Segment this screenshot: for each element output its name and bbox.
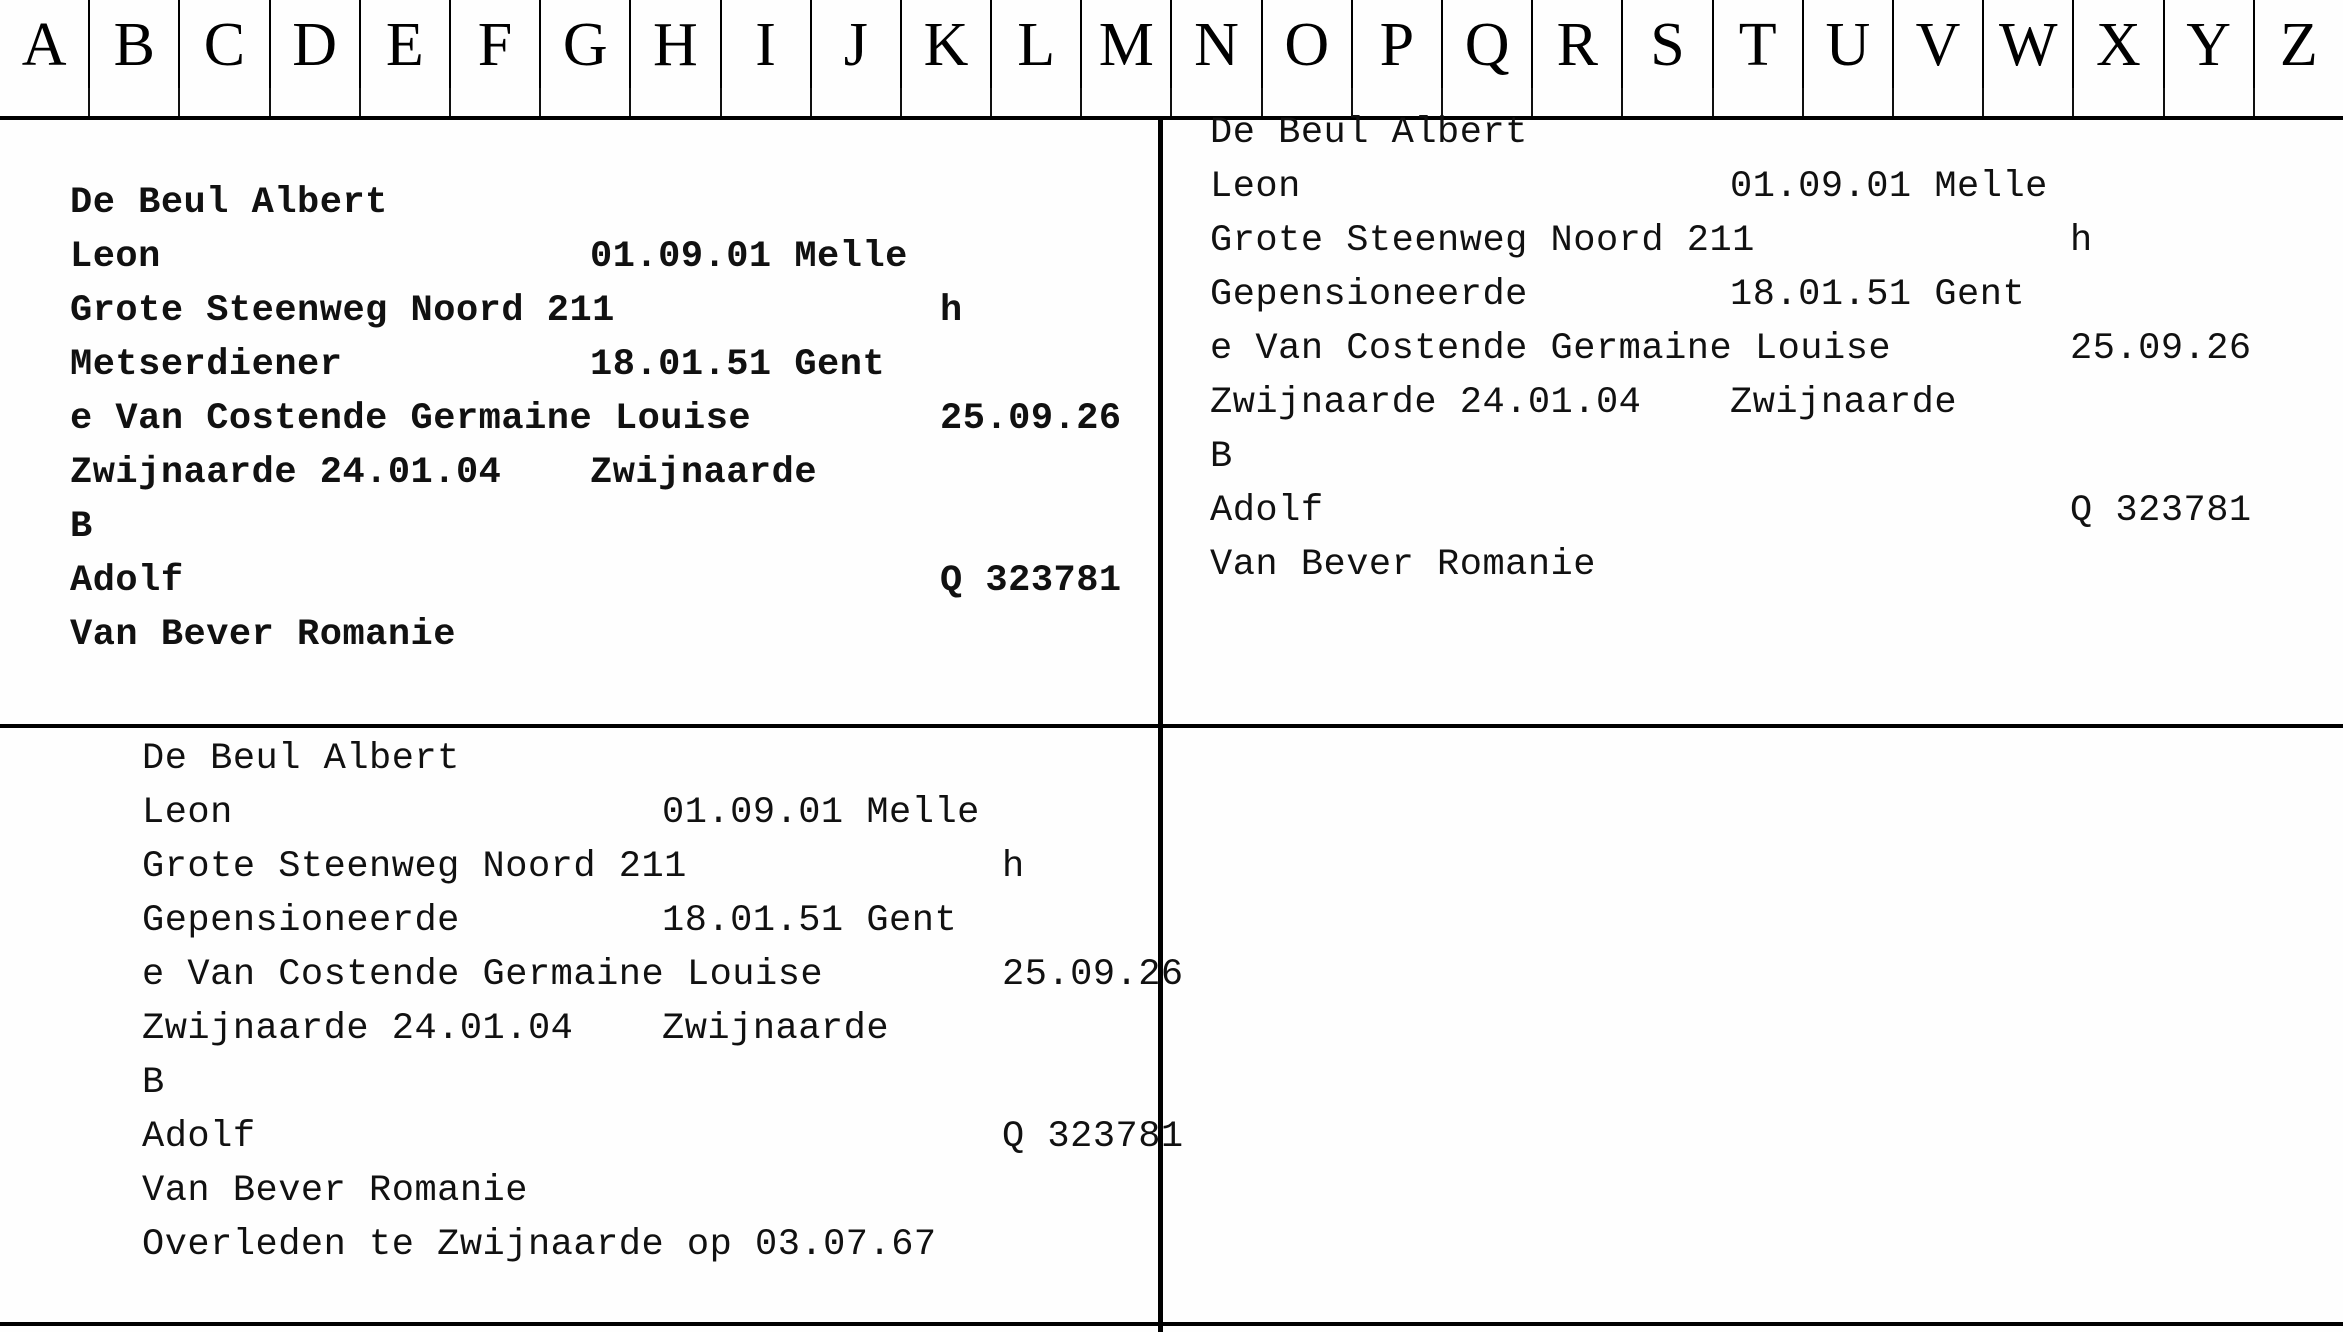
- card-line: [1210, 214, 2280, 268]
- card-field: Zwijnaarde 24.01.04: [1210, 382, 1642, 424]
- card-line: [142, 1110, 1212, 1164]
- card-line: [142, 948, 1212, 1002]
- alphabet-letter: X: [2072, 0, 2162, 90]
- card-line: [1210, 106, 2280, 160]
- card-field-middle: 18.01.51 Gent: [1730, 274, 2026, 316]
- alphabet-letter: C: [178, 0, 268, 90]
- card-field-right: Q 323781: [940, 560, 1122, 602]
- card-field-middle: 01.09.01 Melle: [1730, 166, 2048, 208]
- card-line: [1210, 484, 2280, 538]
- alphabet-letter: L: [990, 0, 1080, 90]
- card-top-right: [1210, 106, 2280, 592]
- alphabet-letter: Q: [1441, 0, 1531, 90]
- card-field: Overleden te Zwijnaarde op 03.07.67: [142, 1224, 937, 1266]
- card-field: Gepensioneerde: [1210, 274, 1528, 316]
- card-field: B: [1210, 436, 1233, 478]
- alphabet-tick: [720, 88, 810, 116]
- alphabet-tick: [539, 88, 629, 116]
- card-field: Adolf: [1210, 490, 1324, 532]
- card-field-right: Q 323781: [1002, 1116, 1184, 1158]
- card-field: Zwijnaarde 24.01.04: [70, 452, 502, 494]
- card-line: [1210, 430, 2280, 484]
- card-line: [1210, 322, 2280, 376]
- card-field: Grote Steenweg Noord 211: [1210, 220, 1755, 262]
- alphabet-letter: A: [21, 11, 67, 79]
- card-field-middle: Zwijnaarde: [1730, 382, 1958, 424]
- alphabet-letter: U: [1802, 0, 1892, 90]
- card-field-middle: 18.01.51 Gent: [590, 344, 886, 386]
- alphabet-tick: [629, 88, 719, 116]
- card-field-right: 25.09.26: [1002, 954, 1184, 996]
- card-line: [142, 786, 1212, 840]
- card-field: e Van Costende Germaine Louise: [1210, 328, 1892, 370]
- card-line: [142, 1218, 1212, 1272]
- alphabet-letter: I: [720, 0, 810, 90]
- middle-divider: [0, 724, 2343, 728]
- card-field: B: [70, 506, 93, 548]
- alphabet-tick: [359, 88, 449, 116]
- card-field: Adolf: [142, 1116, 256, 1158]
- alphabet-letter: P: [1351, 0, 1441, 90]
- alphabet-tick: [269, 88, 359, 116]
- card-field: Grote Steenweg Noord 211: [142, 846, 687, 888]
- card-line: [70, 446, 1140, 500]
- bottom-divider: [0, 1322, 2343, 1326]
- alphabet-tick: [810, 88, 900, 116]
- card-field-right: h: [2070, 220, 2093, 262]
- card-line: [70, 608, 1140, 662]
- alphabet-letter: B: [88, 0, 178, 90]
- alphabet-tick: [449, 88, 539, 116]
- card-field: Zwijnaarde 24.01.04: [142, 1008, 574, 1050]
- card-field: Metserdiener: [70, 344, 343, 386]
- alphabet-letter: M: [1080, 0, 1170, 90]
- card-field: Van Bever Romanie: [142, 1170, 528, 1212]
- card-field-right: 25.09.26: [2070, 328, 2252, 370]
- card-field: Leon: [1210, 166, 1301, 208]
- card-field: Adolf: [70, 560, 184, 602]
- alphabet-letter: D: [269, 0, 359, 90]
- alphabet-letter: N: [1170, 0, 1260, 90]
- alphabet-header: [0, 0, 2343, 118]
- card-bottom-left: [142, 732, 1212, 1272]
- card-line: [142, 1164, 1212, 1218]
- card-line: [142, 894, 1212, 948]
- card-field: Van Bever Romanie: [1210, 544, 1596, 586]
- card-field-middle: 01.09.01 Melle: [662, 792, 980, 834]
- alphabet-letter: H: [629, 0, 719, 90]
- card-line: [142, 732, 1212, 786]
- alphabet-letter: V: [1892, 0, 1982, 90]
- alphabet-tick: [178, 88, 268, 116]
- alphabet-letter: K: [900, 0, 990, 90]
- card-line: [70, 554, 1140, 608]
- alphabet-tick: [1080, 88, 1170, 116]
- alphabet-letter: O: [1261, 0, 1351, 90]
- alphabet-tick: [990, 88, 1080, 116]
- card-field: Leon: [70, 236, 161, 278]
- card-field: Van Bever Romanie: [70, 614, 456, 656]
- alphabet-letters: [0, 0, 2343, 90]
- alphabet-tick: [0, 88, 88, 116]
- card-field-right: h: [1002, 846, 1025, 888]
- card-line: [1210, 160, 2280, 214]
- alphabet-letter: F: [449, 0, 539, 90]
- card-field-right: h: [940, 290, 963, 332]
- card-line: [142, 840, 1212, 894]
- card-field: De Beul Albert: [142, 738, 460, 780]
- card-field: Leon: [142, 792, 233, 834]
- card-line: [70, 500, 1140, 554]
- card-line: [70, 338, 1140, 392]
- card-line: [142, 1002, 1212, 1056]
- card-line: [1210, 268, 2280, 322]
- card-line: [142, 1056, 1212, 1110]
- card-field-middle: Zwijnaarde: [662, 1008, 890, 1050]
- card-field: De Beul Albert: [1210, 112, 1528, 154]
- alphabet-tick: [900, 88, 990, 116]
- card-line: [1210, 376, 2280, 430]
- card-field: B: [142, 1062, 165, 1104]
- card-field-right: 25.09.26: [940, 398, 1122, 440]
- card-line: [1210, 538, 2280, 592]
- alphabet-letter: T: [1712, 0, 1802, 90]
- card-field-middle: 01.09.01 Melle: [590, 236, 908, 278]
- card-field: e Van Costende Germaine Louise: [142, 954, 824, 996]
- alphabet-letter: J: [810, 0, 900, 90]
- alphabet-letter: G: [539, 0, 629, 90]
- alphabet-tick: [88, 88, 178, 116]
- alphabet-letter: Y: [2163, 0, 2253, 90]
- card-field: De Beul Albert: [70, 182, 388, 224]
- card-line: [70, 392, 1140, 446]
- card-top-left: [70, 176, 1140, 662]
- card-field-middle: Zwijnaarde: [590, 452, 818, 494]
- card-field-right: Q 323781: [2070, 490, 2252, 532]
- card-line: [70, 230, 1140, 284]
- alphabet-letter: S: [1621, 0, 1711, 90]
- card-field: e Van Costende Germaine Louise: [70, 398, 752, 440]
- card-field-middle: 18.01.51 Gent: [662, 900, 958, 942]
- alphabet-letter: W: [1982, 0, 2072, 90]
- alphabet-letter: E: [359, 0, 449, 90]
- card-field: Gepensioneerde: [142, 900, 460, 942]
- alphabet-letter: Z: [2253, 0, 2343, 90]
- card-line: [70, 284, 1140, 338]
- card-field: Grote Steenweg Noord 211: [70, 290, 615, 332]
- card-line: [70, 176, 1140, 230]
- alphabet-letter: R: [1531, 0, 1621, 90]
